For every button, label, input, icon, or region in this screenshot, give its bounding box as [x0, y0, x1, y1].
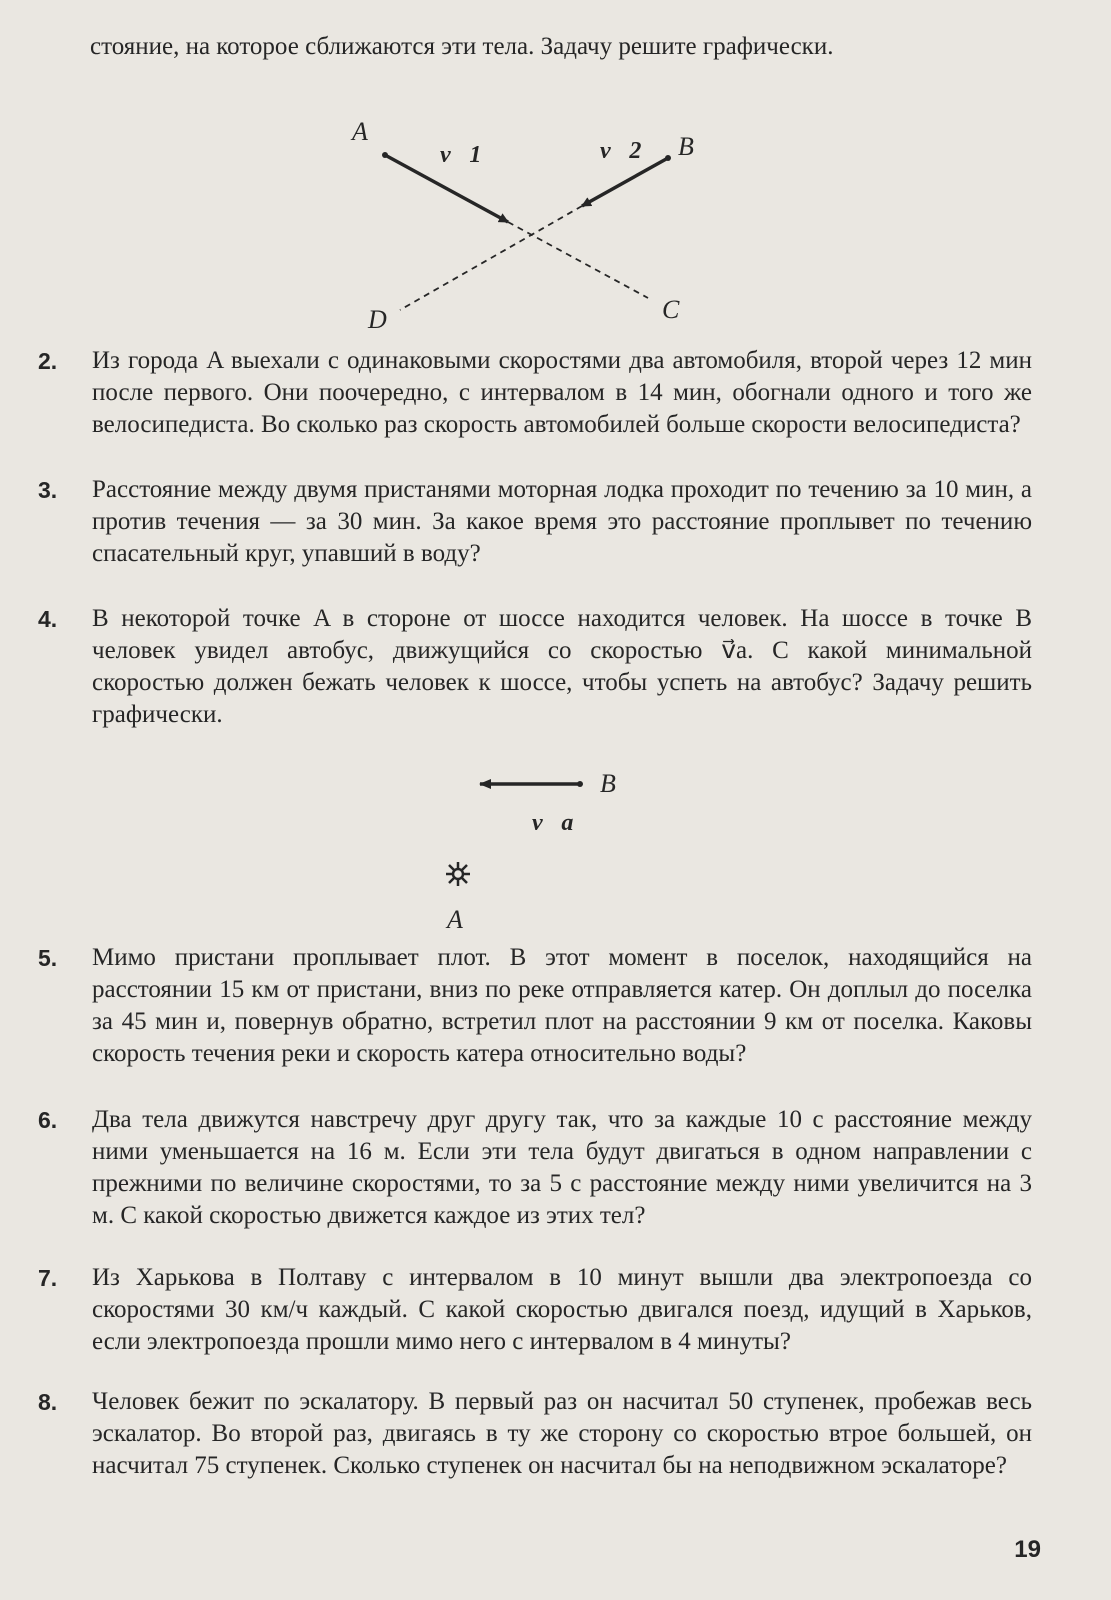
label-d: D: [368, 305, 387, 334]
problem-number: 2.: [38, 348, 58, 374]
figure-bus-and-man: [447, 750, 650, 950]
label-b: B: [678, 132, 694, 161]
label-v2: v⃗2: [600, 138, 642, 164]
figure-crossing-paths: [330, 110, 750, 340]
problem-5: [38, 942, 1032, 1070]
problem-8: [38, 1386, 1032, 1482]
page-number: 19: [1014, 1536, 1041, 1563]
label-b: B: [600, 769, 616, 798]
problem-text: Расстояние между двумя пристанями моторная лодка проходит по течению за 10 мин, а против течения — за 30 мин. За какое время это расстояние проплывет по течению спасательный круг, упавший в воду?: [92, 476, 1032, 567]
label-a: A: [352, 117, 368, 146]
problem-number: 3.: [38, 477, 58, 503]
problem-6: [38, 1104, 1032, 1232]
problem-text: Из Харькова в Полтаву с интервалом в 10 минут вышли два электропоезда со скоростями 30 км/ч каждый. С какой скоростью двигался поезд, идущий в Харьков, если электропоезда прошли мимо него с интервалом в 4 минуты?: [92, 1264, 1032, 1355]
label-c: C: [662, 295, 680, 324]
label-a: A: [447, 905, 463, 934]
problem-number: 8.: [38, 1389, 58, 1415]
dashed-path-to-d: [400, 206, 582, 310]
problem-text: Человек бежит по эскалатору. В первый раз он насчитал 50 ступенек, пробежав весь эскалатор. Во второй раз, двигаясь в ту же сторону со скоростью втрое большей, он насчитал 75 ступенек. Сколько ступенек он насчитал бы на неподвижном эскалаторе?: [92, 1388, 1032, 1479]
point-a-dot: [382, 152, 388, 158]
problem-text: В некоторой точке A в стороне от шоссе находится человек. На шоссе в точке B человек увидел автобус, движущийся со скоростью v⃗a. С какой минимальной скоростью должен бежать человек к шоссе, чтобы успеть на автобус? Задачу решить графически.: [92, 605, 1032, 728]
problem-text: Мимо пристани проплывает плот. В этот момент в поселок, находящийся на расстоянии 15 км от пристани, вниз по реке отправляется катер. Он доплыл до поселка за 45 мин и, повернув обратно, встретил плот на расстоянии 9 км от поселка. Каковы скорость течения реки и скорость катера относительно воды?: [92, 944, 1032, 1067]
problem-text: Из города A выехали с одинаковыми скоростями два автомобиля, второй через 12 мин после первого. Они поочередно, с интервалом в 14 мин, обогнали одного и того же велосипедиста. Во сколько раз скорость автомобилей больше скорости велосипедиста?: [92, 347, 1032, 438]
problem-4: [38, 603, 1032, 731]
problem-3: [38, 474, 1032, 570]
problem-text: Два тела движутся навстречу друг другу так, что за каждые 10 с расстояние между ними уменьшается на 16 м. Если эти тела будут двигаться в одном направлении с прежними по величине скоростями, то за 5 с расстояние между ними увеличится на 3 м. С какой скоростью движется каждое из этих тел?: [92, 1106, 1032, 1229]
problem-number: 5.: [38, 945, 58, 971]
dashed-path-to-c: [508, 222, 648, 298]
problem-number: 4.: [38, 606, 58, 632]
point-b-dot: [665, 155, 671, 161]
problem-number: 6.: [38, 1107, 58, 1133]
vector-v2-arrow: [582, 158, 668, 206]
label-va: v⃗a: [532, 810, 574, 836]
intro-text: стояние, на которое сближаются эти тела. Задачу решите графически.: [90, 33, 834, 60]
point-b-dot: [577, 781, 583, 787]
problem-7: [38, 1262, 1032, 1358]
problem-2: [38, 345, 1032, 441]
label-v1: v⃗1: [440, 142, 482, 168]
problem-number: 7.: [38, 1265, 58, 1291]
person-star-icon: [446, 862, 470, 886]
